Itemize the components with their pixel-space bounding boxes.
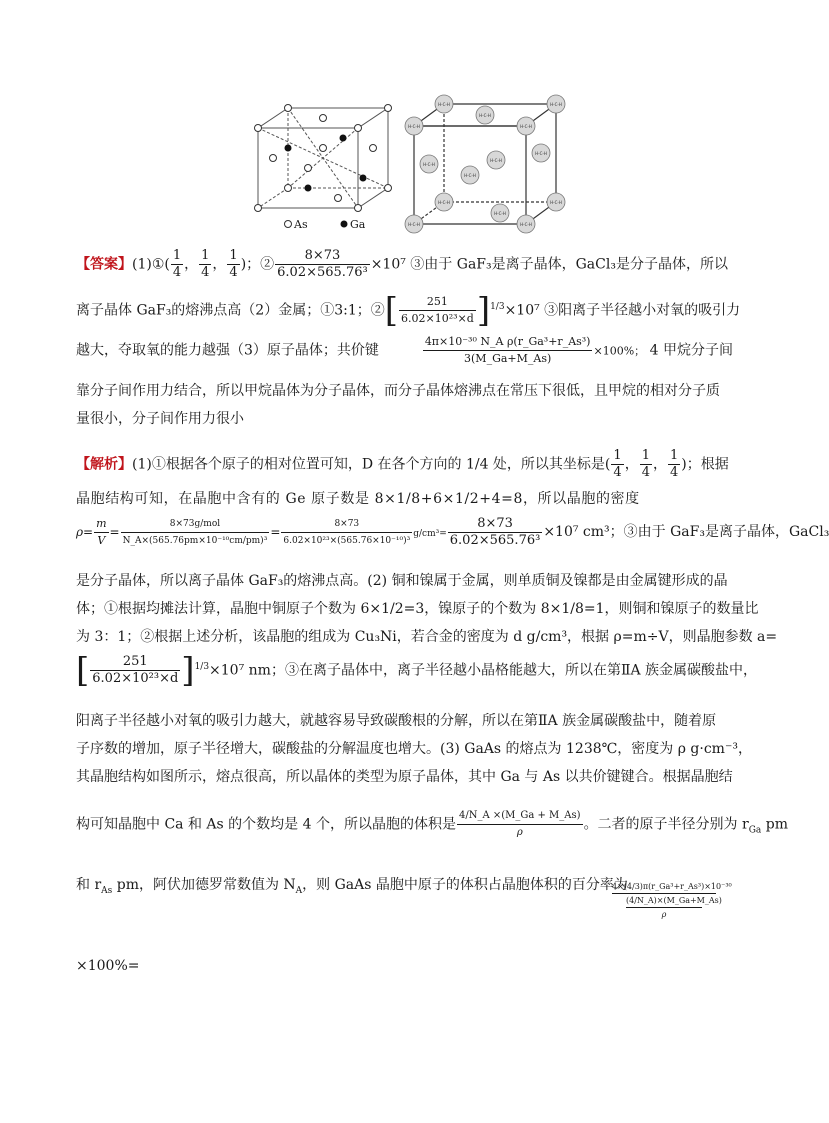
analysis-line-6: 为 3：1；②根据上述分析，该晶胞的组成为 Cu₃Ni，若合金的密度为 d g/cm³，根据 ρ=m÷V，则晶胞参数 a= bbox=[76, 629, 778, 645]
svg-text:H-C-H: H-C-H bbox=[520, 222, 532, 227]
analysis-line-11: 构可知晶胞中 Ca 和 As 的个数均是 4 个，所以晶胞的体积是 $\frac{4/N\_A \times(M\_Ga + M\_As)}{\rho}$ 。二者的原子半径分别为 $r_{Ga}$ pm bbox=[76, 810, 788, 838]
analysis-line-12: 和 $r_{As}$ pm，阿伏加德罗常数值为 $N_A$，则 GaAs 晶胞中原子的体积占晶胞体积的百分率为 bbox=[76, 877, 628, 896]
svg-text:H-C-H: H-C-H bbox=[494, 211, 506, 216]
svg-text:H-C-H: H-C-H bbox=[408, 124, 420, 129]
analysis-line-2: 晶胞结构可知，在晶胞中含有的 Ge 原子数是 8×1/8+6×1/2+4=8，所以晶胞的密度 bbox=[76, 491, 640, 507]
crystal-cell-figure bbox=[248, 104, 408, 232]
svg-text:H-C-H: H-C-H bbox=[408, 222, 420, 227]
analysis-line-9: 子序数的增加，原子半径增大，碳酸盐的分解温度也增大。(3) GaAs 的熔点为 1238℃，密度为 ρ g·cm⁻³， bbox=[76, 741, 752, 757]
svg-text:H-C-H: H-C-H bbox=[520, 124, 532, 129]
answer-line-1: 【答案】(1)①( $\frac{1}{4}$ ， $\frac{1}{4}$ ， $\frac{1}{4}$ )；② $\frac{8\times 73}{\text{6.02×565.76³}}$ ×10⁷ ③由于 GaF₃是离子晶体，GaCl₃是分子晶体，所以 bbox=[76, 248, 728, 280]
answer-line-4: 靠分子间作用力结合，所以甲烷晶体为分子晶体，而分子晶体熔沸点在常压下很低，且甲烷的相对分子质 bbox=[76, 383, 720, 399]
svg-text:H-C-H: H-C-H bbox=[423, 162, 435, 167]
svg-text:H-C-H: H-C-H bbox=[550, 200, 562, 205]
analysis-line-3: ρ= $\frac{m}{V}$ = $\frac{\text{8×73g/mol}}{\text{N\_A×(565.76pm×10⁻¹⁰cm/pm)³}}$ = $\frac{8\times 73}{\text{6.02×10²³×(565.76×10⁻¹⁰)³}}$ g/cm³= $\frac{8\times 73}{\text{6.02×565.76³}}$ ×10⁷ cm³；③由于 GaF₃是离子晶体，GaCl₃ bbox=[76, 516, 829, 548]
analysis-line-4: 是分子晶体，所以离子晶体 GaF₃的熔沸点高。(2) 铜和镍属于金属，则单质铜及镍都是由金属键形成的晶 bbox=[76, 573, 728, 589]
svg-text:H-C-H: H-C-H bbox=[464, 173, 476, 178]
answer-line-2: 离子晶体 GaF₃的熔沸点高（2）金属；①3:1；②[ $\frac{251}{\text{6.02×10²³×d}}$ ]$^{1/3}$×10⁷ ③阳离子半径越小对氧的吸引力 bbox=[76, 290, 741, 331]
analysis-line-1: 【解析】(1)①根据各个原子的相对位置可知，D 在各个方向的 1/4 处，所以其坐标是( $\frac{1}{4}$ ， $\frac{1}{4}$ ， $\frac{1}{4}$ )；根据 bbox=[76, 448, 729, 480]
analysis-line-7: [ $\frac{251}{\text{6.02×10²³×d}}$ ]$^{1/3}$×10⁷ nm；③在离子晶体中，离子半径越小晶格能越大，所以在第ⅡA 族金属碳酸盐中， bbox=[76, 650, 758, 691]
answer-tag: 【答案】 bbox=[76, 256, 132, 273]
svg-text:H-C-H: H-C-H bbox=[550, 102, 562, 107]
methane-cell-figure bbox=[406, 96, 566, 236]
analysis-tag: 【解析】 bbox=[76, 456, 132, 473]
legend-as: As bbox=[294, 218, 308, 231]
analysis-line-8: 阳离子半径越小对氧的吸引力越大，就越容易导致碳酸根的分解，所以在第ⅡA 族金属碳酸盐中，随着原 bbox=[76, 713, 717, 729]
answer-line-5: 量很小，分子间作用力很小 bbox=[76, 411, 244, 427]
svg-text:H-C-H: H-C-H bbox=[479, 113, 491, 118]
svg-text:H-C-H: H-C-H bbox=[535, 151, 547, 156]
analysis-line-13: ×100%= bbox=[76, 958, 140, 974]
svg-text:H-C-H: H-C-H bbox=[438, 200, 450, 205]
legend-ga: Ga bbox=[350, 218, 366, 231]
svg-text:H-C-H: H-C-H bbox=[438, 102, 450, 107]
answer-line-3: 越大，夺取氧的能力越强（3）原子晶体；共价键 $\frac{\text{4π×10⁻³⁰ N\_A ρ(r\_Ga³+r\_As³)}}{3(M\_Ga+M\_As)}$ ×100%； 4 甲烷分子间 bbox=[76, 335, 733, 365]
svg-text:H-C-H: H-C-H bbox=[490, 158, 502, 163]
analysis-line-5: 体；①根据均摊法计算，晶胞中铜原子个数为 6×1/2=3，镍原子的个数为 8×1/8=1，则铜和镍原子的数量比 bbox=[76, 601, 759, 617]
percentage-fraction: 4×(4/3)π(r_Ga³+r_As³)×10⁻³⁰ (4/N_A)×(M_Ga+M_As) ρ bbox=[612, 882, 732, 919]
analysis-line-10: 其晶胞结构如图所示，熔点很高，所以晶体的类型为原子晶体，其中 Ga 与 As 以共价键键合。根据晶胞结 bbox=[76, 769, 733, 785]
